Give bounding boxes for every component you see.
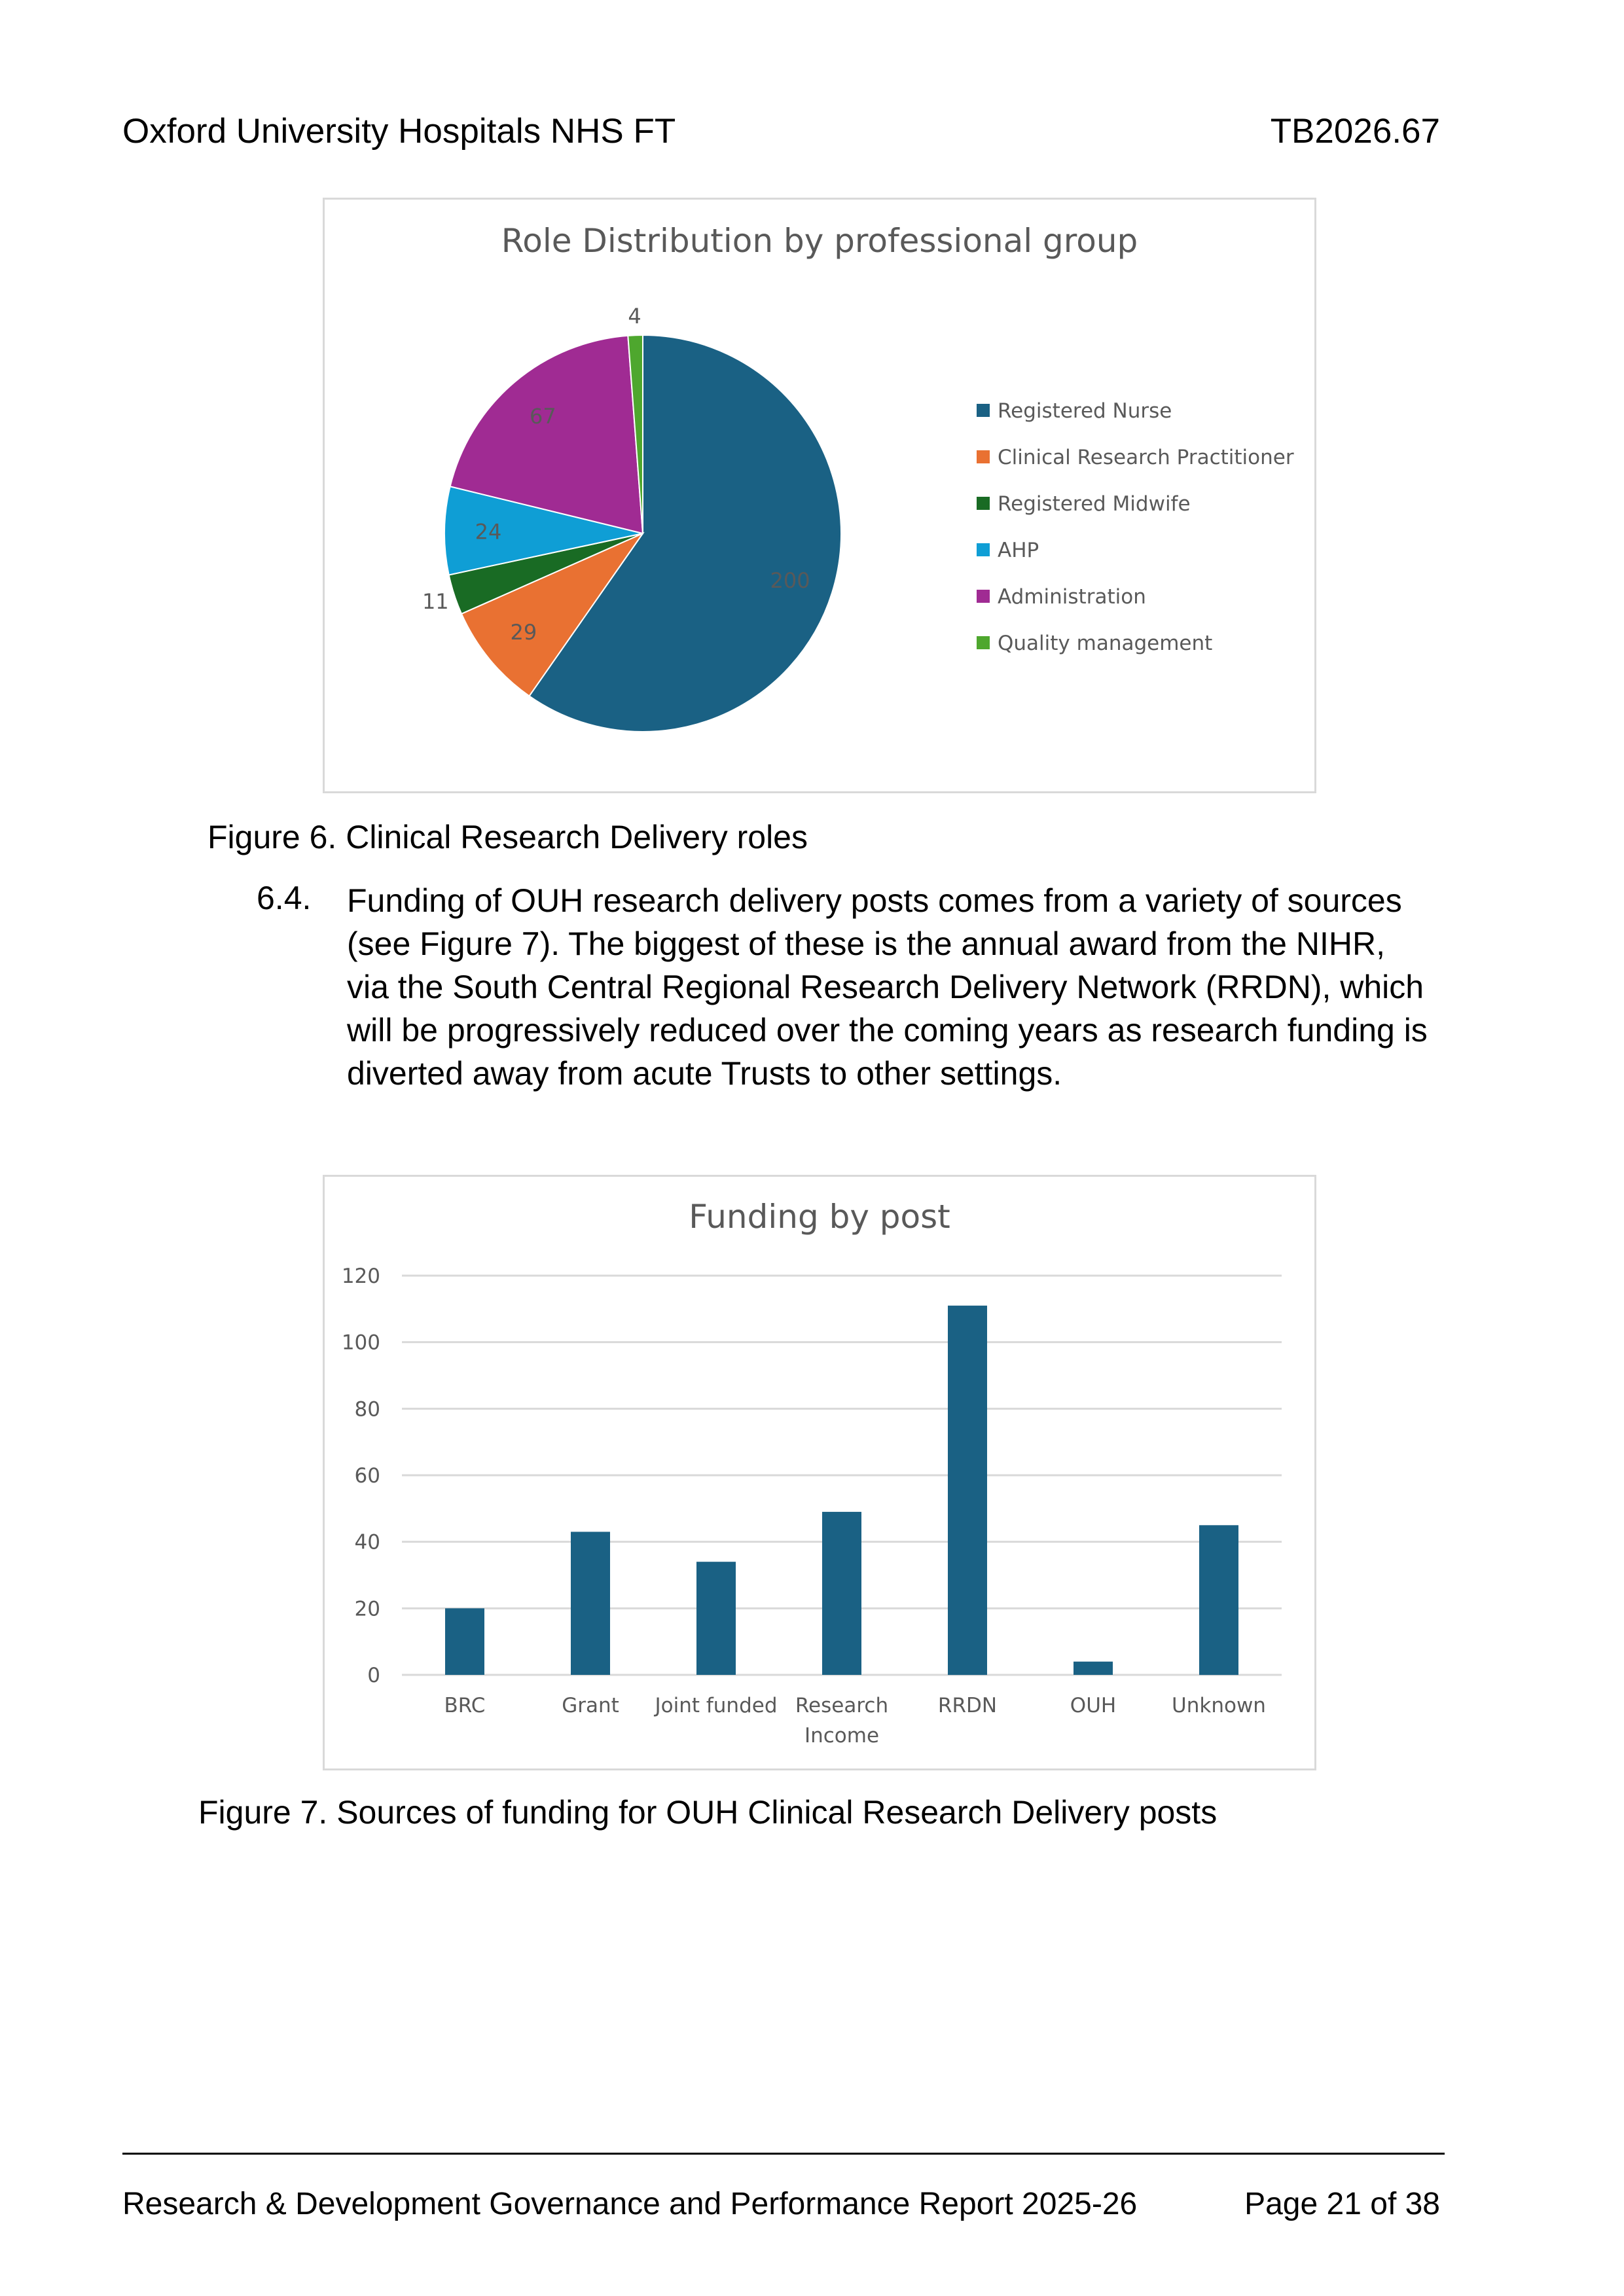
x-tick-label: Grant <box>562 1694 619 1717</box>
y-tick-label: 120 <box>341 1265 380 1288</box>
pie-data-label: 67 <box>530 404 556 429</box>
y-tick-label: 0 <box>367 1664 380 1687</box>
pie-legend <box>977 399 1294 655</box>
paragraph-line: Funding of OUH research delivery posts comes from a variety of sources <box>347 882 1402 919</box>
legend-swatch <box>977 404 990 417</box>
header-organisation: Oxford University Hospitals NHS FT <box>122 112 676 151</box>
paragraph-line: will be progressively reduced over the coming years as research funding is <box>347 1012 1428 1049</box>
pie-data-label: 200 <box>770 567 810 593</box>
legend-label: Quality management <box>998 632 1213 655</box>
bar-chart-svg <box>325 1177 1314 1768</box>
pie-chart-svg <box>325 200 1314 791</box>
paragraph-line: diverted away from acute Trusts to other settings. <box>347 1055 1062 1092</box>
bar-brc <box>445 1608 484 1675</box>
paragraph-line: (see Figure 7). The biggest of these is the annual award from the NIHR, <box>347 925 1385 962</box>
pie-data-label: 4 <box>628 304 641 329</box>
bar-joint-funded <box>696 1562 736 1675</box>
footer-divider <box>122 2153 1445 2155</box>
y-tick-label: 40 <box>354 1530 380 1554</box>
paragraph-line: via the South Central Regional Research Delivery Network (RRDN), which <box>347 969 1424 1005</box>
legend-swatch <box>977 636 990 649</box>
pie-data-label: 11 <box>422 588 449 614</box>
bar-grant <box>571 1532 610 1675</box>
role-distribution-chart <box>323 198 1316 793</box>
x-tick-label: Income <box>804 1724 880 1748</box>
legend-swatch <box>977 450 990 463</box>
footer-page-number: Page 21 of 38 <box>1244 2187 1440 2221</box>
bar-series <box>445 1306 1238 1675</box>
footer-report-title: Research & Development Governance and Performance Report 2025-26 <box>122 2187 1138 2221</box>
x-tick-label: BRC <box>444 1694 486 1717</box>
bar-research-income <box>822 1512 861 1675</box>
bar-chart-title: Funding by post <box>689 1198 950 1236</box>
legend-label: Clinical Research Practitioner <box>998 446 1294 469</box>
pie-data-label: 29 <box>510 620 537 645</box>
x-tick-label: RRDN <box>937 1694 998 1717</box>
legend-label: Registered Midwife <box>998 492 1191 516</box>
funding-by-post-chart <box>323 1175 1316 1770</box>
paragraph-number: 6.4. <box>257 880 312 916</box>
pie-chart-title: Role Distribution by professional group <box>501 222 1138 260</box>
pie-data-label: 24 <box>475 519 502 545</box>
paragraph-body <box>347 879 1447 1095</box>
x-tick-label: OUH <box>1070 1694 1117 1717</box>
figure-6-caption: Figure 6. Clinical Research Delivery roles <box>208 819 808 855</box>
y-tick-label: 60 <box>354 1464 380 1488</box>
legend-swatch <box>977 543 990 556</box>
legend-label: Administration <box>998 585 1146 609</box>
x-tick-label: Joint funded <box>655 1694 778 1717</box>
header-reference: TB2026.67 <box>1270 112 1440 151</box>
bar-x-tick-labels <box>444 1694 1266 1748</box>
y-tick-label: 80 <box>354 1397 380 1422</box>
y-tick-label: 100 <box>341 1331 380 1355</box>
x-tick-label: Unknown <box>1172 1694 1266 1717</box>
legend-swatch <box>977 497 990 510</box>
bar-y-tick-labels <box>342 1265 380 1687</box>
legend-swatch <box>977 590 990 603</box>
legend-label: AHP <box>998 539 1039 562</box>
y-tick-label: 20 <box>354 1597 380 1621</box>
legend-label: Registered Nurse <box>998 399 1172 423</box>
bar-ouh <box>1074 1662 1113 1675</box>
bar-unknown <box>1199 1525 1238 1675</box>
figure-7-caption: Figure 7. Sources of funding for OUH Clinical Research Delivery posts <box>198 1794 1218 1831</box>
bar-rrdn <box>948 1306 987 1675</box>
x-tick-label: Research <box>795 1694 889 1717</box>
pie-slices <box>444 335 841 732</box>
